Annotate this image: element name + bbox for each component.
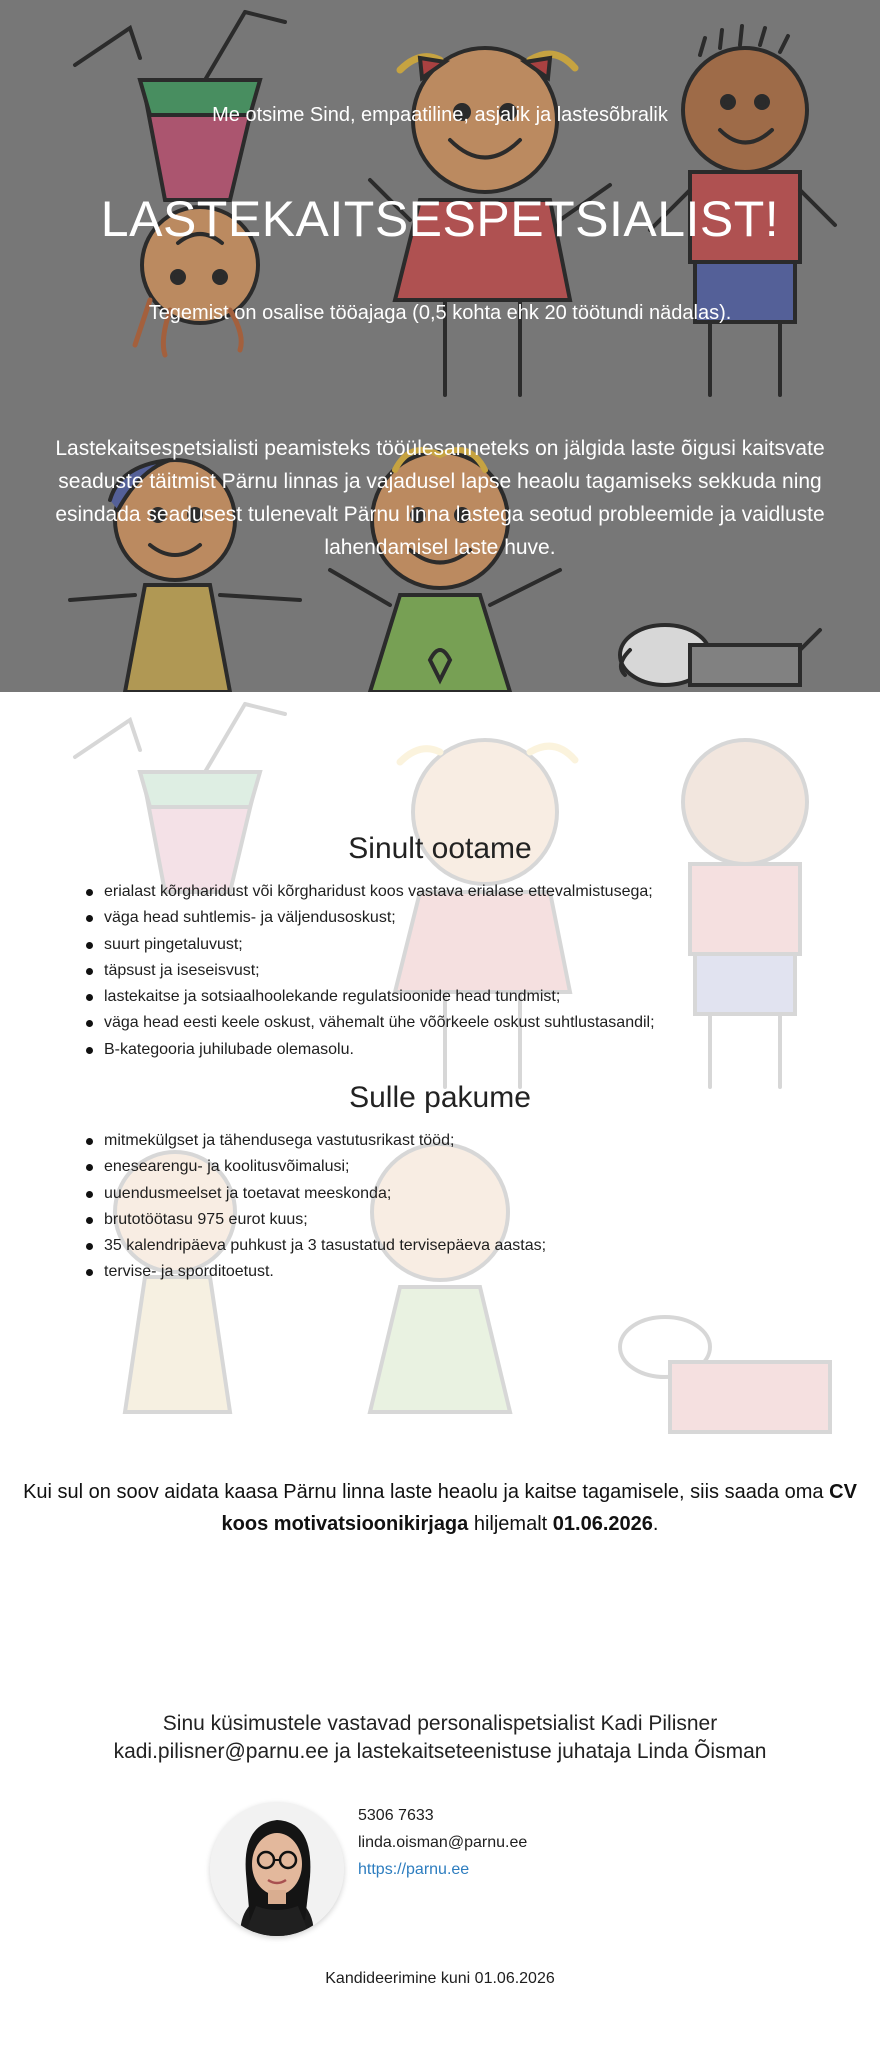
apply-text: Kui sul on soov aidata kaasa Pärnu linna laste heaolu ja kaitse tagamisele, siis saada oma xyxy=(23,1481,830,1503)
contact-intro-line: kadi.pilisner@parnu.ee ja lastekaitseteenistuse juhataja Linda Õisman xyxy=(113,1740,767,1763)
apply-text: . xyxy=(652,1513,659,1535)
list-item: erialast kõrgharidust või kõrgharidust koos vastava erialase ettevalmistusega; xyxy=(86,879,806,905)
list-item: uuendusmeelset ja toetavat meeskonda; xyxy=(86,1181,806,1207)
expectations-title: Sinult ootame xyxy=(348,832,532,865)
contact-person-photo xyxy=(210,1802,344,1936)
list-item: B-kategooria juhilubade olemasolu. xyxy=(86,1037,806,1063)
list-item: tervise- ja sporditoetust. xyxy=(86,1259,806,1285)
application-instructions xyxy=(18,1476,862,1540)
list-item: mitmekülgset ja tähendusega vastutusrikast tööd; xyxy=(86,1128,806,1154)
faded-kids-background xyxy=(0,692,880,1444)
hero-text xyxy=(0,0,880,692)
apply-text: hiljemalt xyxy=(468,1513,553,1535)
list-item: täpsust ja iseseisvust; xyxy=(86,958,806,984)
contact-intro-line: Sinu küsimustele vastavad personalispetsialist Kadi Pilisner xyxy=(162,1712,718,1735)
list-item: enesearengu- ja koolitusvõimalusi; xyxy=(86,1154,806,1180)
contact-details xyxy=(358,1802,658,1883)
avatar xyxy=(210,1802,344,1936)
hero-subtitle: Tegemist on osalise tööajaga (0,5 kohta ehk 20 töötundi nädalas). xyxy=(148,302,732,324)
contact-intro xyxy=(60,1710,820,1766)
job-title: LASTEKAITSESPETSIALIST! xyxy=(100,191,780,247)
expectations-list xyxy=(86,879,806,1063)
apply-deadline-emphasis: 01.06.2026 xyxy=(552,1513,653,1535)
list-item: brutotöötasu 975 eurot kuus; xyxy=(86,1207,806,1233)
job-description: Lastekaitsespetsialisti peamisteks tööülesanneteks on jälgida laste õigusi kaitsvate seaduste täitmist Pärnu linnas ja vajadusel lapse heaolu tagamiseks sekkuda ning esindada seadusest tulenevalt Pärnu linna lastega seotud probleemide ja vaidluste lahendamisel laste huve. xyxy=(55,437,825,559)
list-item: 35 kalendripäeva puhkust ja 3 tasustatud tervisepäeva aastas; xyxy=(86,1233,806,1259)
hero-banner xyxy=(0,0,880,692)
hero-intro: Me otsime Sind, empaatiline, asjalik ja lastesõbralik xyxy=(212,104,668,126)
contact-phone: 5306 7633 xyxy=(358,1807,434,1824)
offers-title: Sulle pakume xyxy=(349,1081,531,1114)
list-item: väga head eesti keele oskust, vähemalt ühe võõrkeele oskust suhtlustasandil; xyxy=(86,1010,806,1036)
offers-list xyxy=(86,1128,806,1286)
list-item: väga head suhtlemis- ja väljendusoskust; xyxy=(86,905,806,931)
list-item: lastekaitse ja sotsiaalhoolekande regulatsioonide head tundmist; xyxy=(86,984,806,1010)
requirements-section xyxy=(0,692,880,1444)
apply-cv-emphasis: CV koos motivatsioonikirjaga xyxy=(221,1481,857,1535)
list-item: suurt pingetaluvust; xyxy=(86,932,806,958)
contact-email: linda.oisman@parnu.ee xyxy=(358,1834,528,1851)
application-deadline: Kandideerimine kuni 01.06.2026 xyxy=(325,1970,555,1987)
website-link[interactable]: https://parnu.ee xyxy=(358,1861,470,1878)
